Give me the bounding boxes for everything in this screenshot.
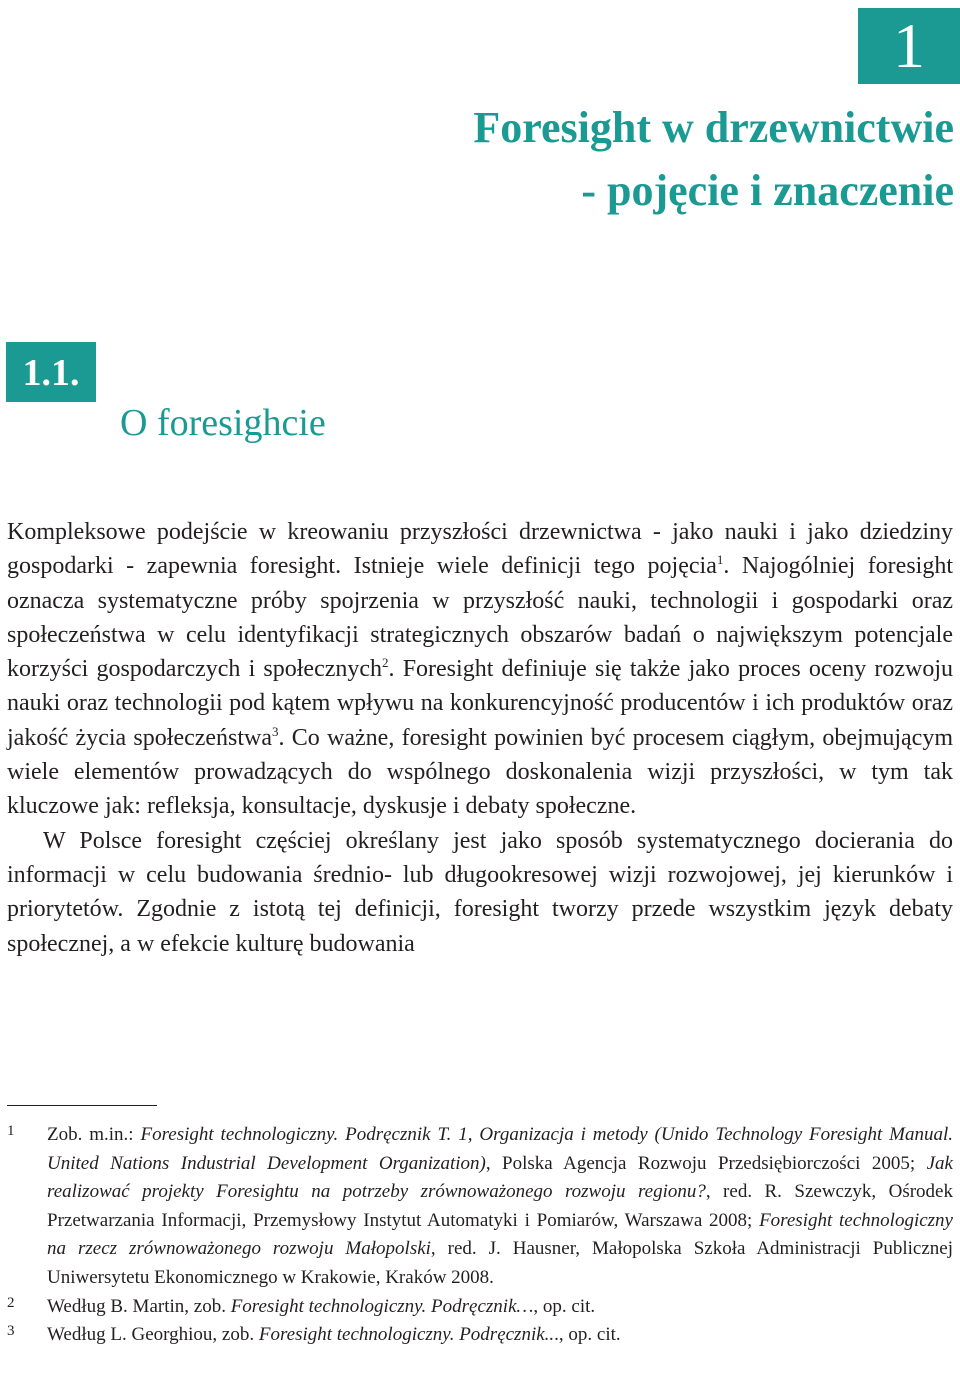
section-title: O foresighcie <box>120 402 326 444</box>
footnote-3-text-2: ., op. cit. <box>554 1324 621 1346</box>
chapter-title-line-1: Foresight w drzewnictwie <box>473 103 954 152</box>
footnotes <box>7 1121 953 1350</box>
chapter-title-line-2: - pojęcie i znaczenie <box>581 166 954 215</box>
footnote-2-text-1: Według B. Martin, zob. <box>47 1295 231 1317</box>
body-text <box>7 515 953 961</box>
footnote-1-text-3: , red. R. Szewczyk, Ośrodek Przetwarzania Informacji, Przemysłowy Instytut Automatyki i Pomiarów, Warszawa 2008; <box>47 1181 953 1231</box>
footnote-1-number: 1 <box>7 1123 15 1139</box>
footnote-ref-3[interactable]: 3 <box>272 723 279 739</box>
footnote-3-text-1: Według L. Georghiou, zob. <box>47 1324 259 1346</box>
footnote-divider <box>7 1105 157 1106</box>
footnote-1-text-4: , red. J. Hausner, Małopolska Szkoła Administracji Publicznej Uniwersytetu Ekonomicznego w Krakowie, Kraków 2008. <box>47 1238 953 1288</box>
footnote-2-number: 2 <box>7 1294 15 1311</box>
footnote-ref-2[interactable]: 2 <box>382 655 389 671</box>
footnote-1-title-2: Jak realizować projekty Foresightu na potrzeby zrównoważonego rozwoju regionu? <box>47 1152 953 1203</box>
footnote-ref-1[interactable]: 1 <box>716 552 724 568</box>
paragraph-1 <box>7 515 953 824</box>
footnote-2-title: Foresight technologiczny. Podręcznik… <box>230 1295 534 1317</box>
section-number-box <box>6 342 96 402</box>
paragraph-1-part-b: . Najogólniej foresight oznacza systematyczne próby spojrzenia w przyszłość nauki, technologii i gospodarki oraz społeczeństwa w celu identyfikacji strategicznych obszarów badań o największym potencjale korzyści gospodarczych i społecznych <box>7 553 954 683</box>
paragraph-1-part-a: Kompleksowe podejście w kreowaniu przyszłości drzewnictwa - jako nauki i jako dziedziny gospodarki - zapewnia foresight. Istnieje wiele definicji tego pojęcia <box>7 519 953 580</box>
section-number: 1.1. <box>22 352 80 394</box>
footnote-1-title-3: Foresight technologiczny na rzecz zrównoważonego rozwoju Małopolski <box>47 1209 953 1260</box>
chapter-title <box>254 96 954 222</box>
chapter-number-box <box>858 8 960 84</box>
footnote-3 <box>7 1321 953 1350</box>
footnote-3-title: Foresight technologiczny. Podręcznik.. <box>258 1324 555 1346</box>
footnote-1-title-1: Foresight technologiczny. Podręcznik T. 1, Organizacja i metody (Unido Technology Foresight Manual. United Nations Industrial Development Organization) <box>47 1124 953 1174</box>
footnote-2 <box>7 1293 953 1322</box>
footnote-2-text-2: , op. cit. <box>533 1295 596 1317</box>
footnote-3-number: 3 <box>7 1323 15 1340</box>
chapter-number: 1 <box>893 10 925 81</box>
footnote-1-text-1: Zob. m.in.: <box>47 1124 141 1145</box>
paragraph-2: W Polsce foresight częściej określany jest jako sposób systematycznego docierania do informacji w celu budowania średnio- lub długookresowej wizji rozwojowej, jej kierunków i priorytetów. Zgodnie z istotą tej definicji, foresight tworzy przede wszystkim język debaty społecznej, a w efekcie kulturę budowania <box>7 827 953 957</box>
footnote-1-text-2: , Polska Agencja Rozwoju Przedsiębiorczości 2005; <box>485 1152 927 1174</box>
paragraph-1-part-c: . Foresight definiuje się także jako proces oceny rozwoju nauki oraz technologii pod kątem wpływu na konkurencyjność producentów i ich produktów oraz jakość życia społeczeństwa <box>7 656 953 751</box>
footnote-1 <box>7 1121 953 1293</box>
paragraph-1-part-d: . Co ważne, foresight powinien być procesem ciągłym, obejmującym wiele elementów prowadzących do wspólnego doskonalenia wizji przyszłości, w tym tak kluczowe jak: refleksja, konsultacje, dyskusje i debaty społeczne. <box>7 724 953 820</box>
